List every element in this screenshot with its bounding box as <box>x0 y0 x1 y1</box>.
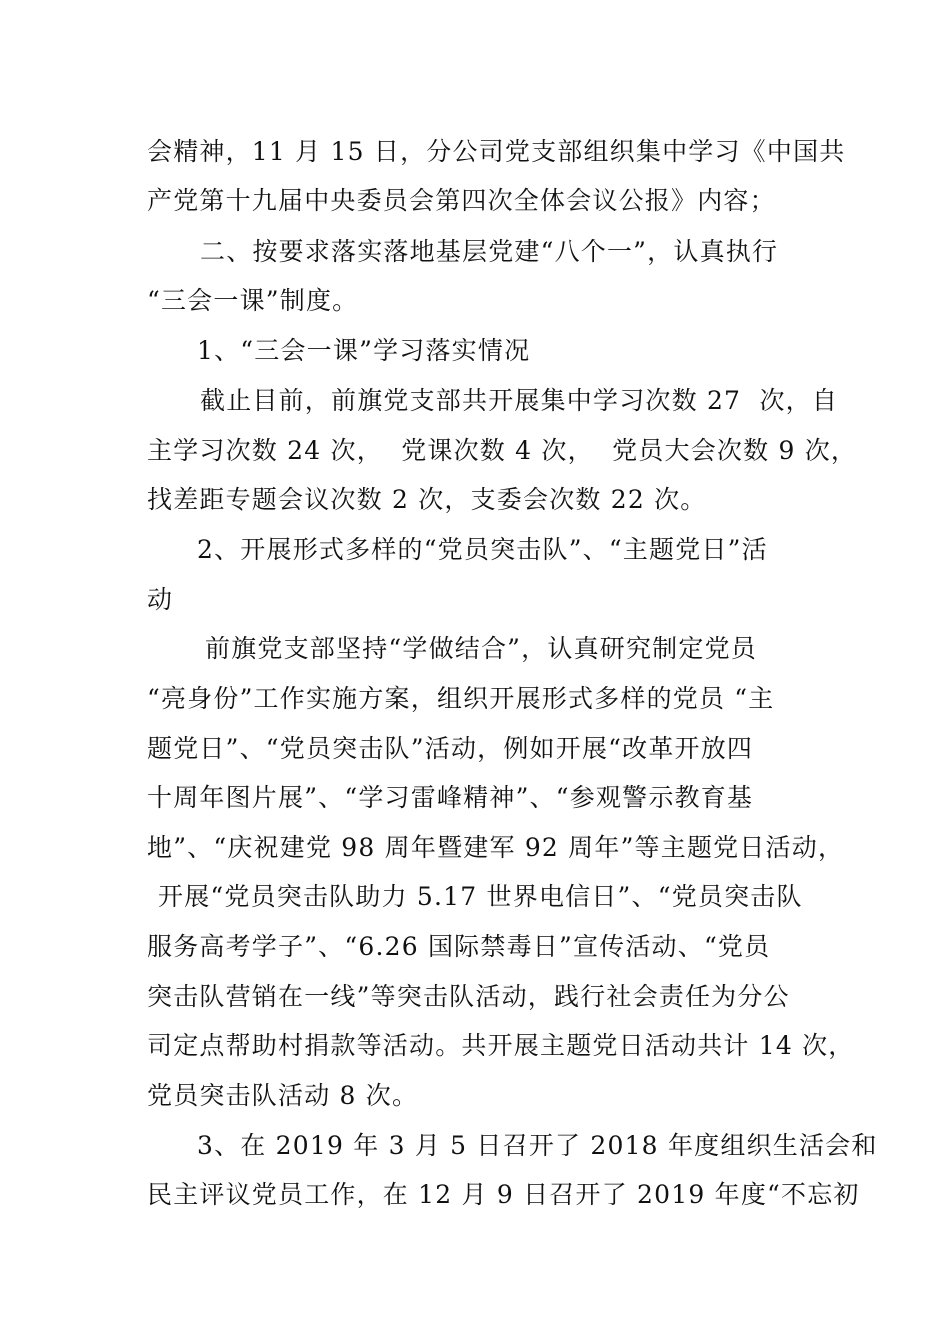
text-line: 截止目前，前旗党支部共开展集中学习次数 27 次，自 <box>200 386 839 415</box>
text-line: 二、按要求落实落地基层党建“八个一”，认真执行 <box>200 237 779 266</box>
text-line: 题党日”、“党员突击队”活动，例如开展“改革开放四 <box>147 734 754 763</box>
text-line: 产党第十九届中央委员会第四次全体会议公报》内容； <box>147 186 776 215</box>
text-line: 主学习次数 24 次， 党课次数 4 次， 党员大会次数 9 次， <box>147 436 858 465</box>
text-line: 动 <box>147 585 174 614</box>
text-line: 2、开展形式多样的“党员突击队”、“主题党日”活 <box>197 535 768 564</box>
text-line: “三会一课”制度。 <box>147 286 359 315</box>
text-line: 突击队营销在一线”等突击队活动，践行社会责任为分公 <box>147 982 790 1011</box>
text-line: 找差距专题会议次数 2 次，支委会次数 22 次。 <box>147 485 707 514</box>
text-line: 3、在 2019 年 3 月 5 日召开了 2018 年度组织生活会和 <box>197 1131 878 1160</box>
text-line: 司定点帮助村捐款等活动。共开展主题党日活动共计 14 次， <box>147 1031 855 1060</box>
text-line: 民主评议党员工作，在 12 月 9 日召开了 2019 年度“不忘初 <box>147 1180 860 1209</box>
text-line: 地”、“庆祝建党 98 周年暨建军 92 周年”等主题党日活动， <box>147 833 845 862</box>
text-line: 党员突击队活动 8 次。 <box>147 1081 419 1110</box>
text-line: 前旗党支部坚持“学做结合”，认真研究制定党员 <box>205 634 757 663</box>
text-line: 会精神，11 月 15 日，分公司党支部组织集中学习《中国共 <box>147 137 846 166</box>
text-line: 开展“党员突击队助力 5.17 世界电信日”、“党员突击队 <box>158 882 803 911</box>
text-line: 十周年图片展”、“学习雷峰精神”、“参观警示教育基 <box>147 783 754 812</box>
text-line: 服务高考学子”、“6.26 国际禁毒日”宣传活动、“党员 <box>147 932 771 961</box>
text-line: 1、“三会一课”学习落实情况 <box>197 336 531 365</box>
text-line: “亮身份”工作实施方案，组织开展形式多样的党员 “主 <box>147 684 775 713</box>
